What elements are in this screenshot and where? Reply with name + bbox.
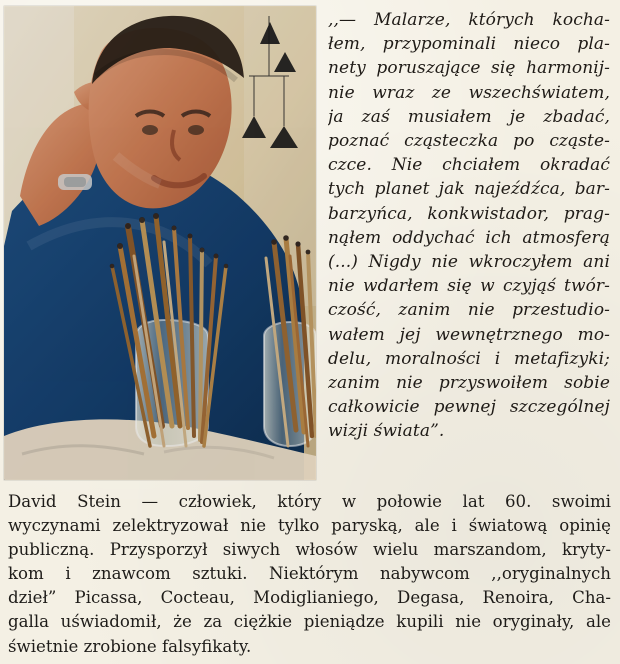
- quote-line-5: ja zaś musiałem je zbadać,: [328, 106, 610, 127]
- quote-line-7: czce. Nie chciałem okradać: [328, 155, 610, 176]
- quote-line-18: wizji świata”.: [328, 421, 445, 442]
- quote-line-9: barzyńca, konkwistador, prag-: [328, 203, 610, 224]
- quote-text: [328, 8, 610, 444]
- quote-line-10: nąłem oddychać ich atmosferą: [328, 227, 610, 248]
- portrait-photo: [4, 6, 316, 480]
- quote-line-4: nie wraz ze wszechświatem,: [328, 82, 610, 103]
- caption-line-1: David Stein — człowiek, który w połowie lat 60. swoimi: [8, 492, 611, 511]
- quote-line-16: zanim nie przyswoiłem sobie: [328, 373, 610, 394]
- quote-line-1: ,,— Malarze, których kocha-: [328, 10, 610, 30]
- quote-line-17: całkowicie pewnej szczególnej: [328, 397, 610, 418]
- quote-line-13: czość, zanim nie przestudio-: [328, 300, 610, 321]
- caption-line-6: galla uświadomił, że za ciężkie pieniądze kupili nie oryginały, ale: [8, 612, 611, 632]
- quote-line-12: nie wdarłem się w czyjąś twór-: [328, 276, 610, 297]
- quote-line-6: poznać cząsteczka po cząste-: [328, 131, 610, 152]
- caption-text: [8, 490, 611, 659]
- quote-line-11: (...) Nigdy nie wkroczyłem ani: [328, 252, 610, 273]
- quote-line-8: tych planet jak najeźdźca, bar-: [328, 179, 610, 200]
- caption-line-5: dzieł” Picassa, Cocteau, Modiglianiego, Degasa, Renoira, Cha-: [8, 588, 611, 608]
- caption-line-7: świetnie zrobione falsyfikaty.: [8, 636, 252, 656]
- quote-line-2: łem, przypominali nieco pla-: [328, 34, 610, 55]
- caption-line-2: wyczynami zelektryzował nie tylko paryską, ale i światową opinię: [8, 516, 611, 536]
- quote-line-3: nety poruszające się harmonij-: [328, 58, 610, 79]
- quote-line-15: delu, moralności i metafizyki;: [328, 348, 610, 369]
- portrait-illustration: [4, 6, 316, 480]
- quote-line-14: wałem jej wewnętrznego mo-: [328, 324, 610, 345]
- caption-line-4: kom i znawcom sztuki. Niektórym nabywcom ,,oryginalnych: [8, 564, 611, 584]
- caption-line-3: publiczną. Przysporzył siwych włosów wielu marszandom, kryty-: [8, 540, 611, 560]
